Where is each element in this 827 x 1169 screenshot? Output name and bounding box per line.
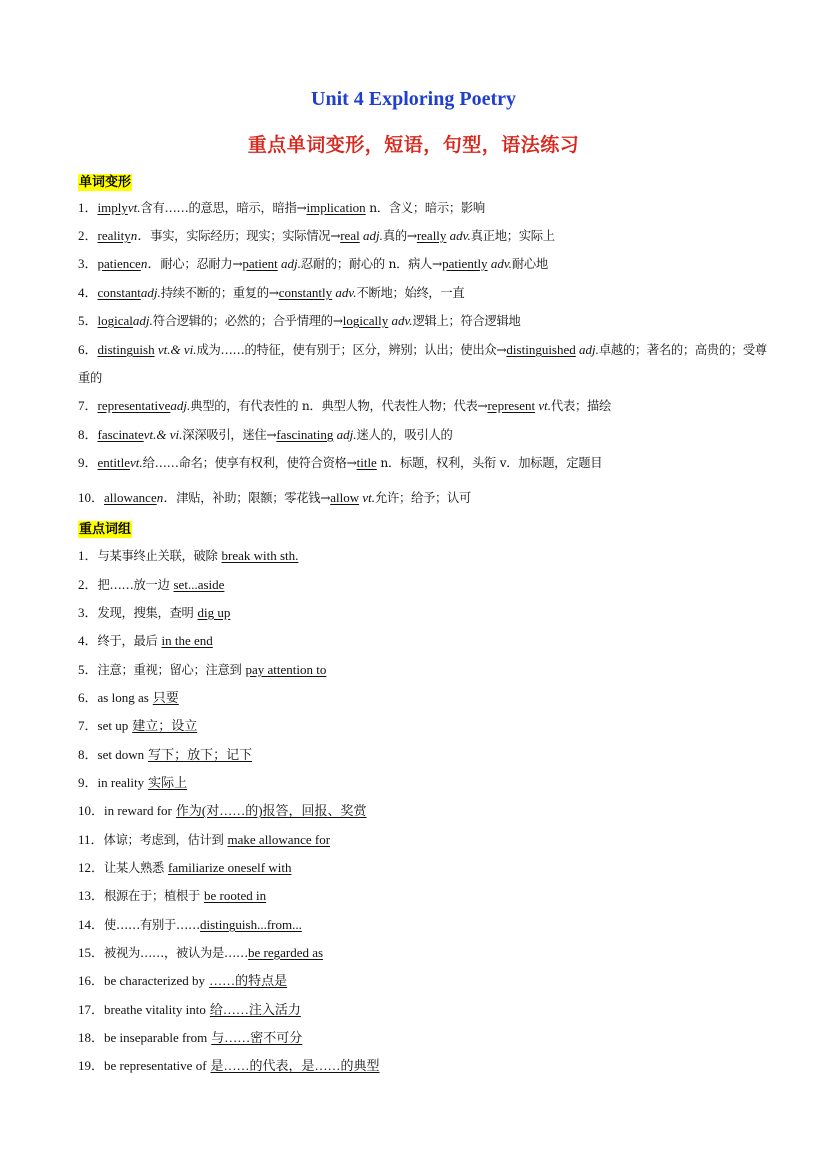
word-item: 4．constantadj.持续不断的；重复的→constantly adv.不断地；始终，一直 [78,285,465,300]
phrase-item: 18．be inseparable from 与……密不可分 [78,1030,303,1045]
phrase-item: 12．让某人熟悉 familiarize oneself with [78,860,292,875]
phrase-item: 1．与某事终止关联，破除 break with sth. [78,548,299,563]
phrase-item: 11．体谅；考虑到，估计到 make allowance for [78,832,331,847]
page-title: Unit 4 Exploring Poetry [311,88,516,110]
page-subtitle: 重点单词变形，短语，句型，语法练习 [247,134,580,156]
section-heading-word-forms: 单词变形 [79,175,132,190]
phrase-item: 10．in reward for 作为(对……的)报答，回报、奖赏 [78,803,367,818]
word-item: 1．implyvt.含有……的意思，暗示，暗指→implication n．含义；暗示；影响 [78,200,485,215]
word-item: 9．entitlevt.给……命名；使享有权利，使符合资格→title n．标题，权利，头衔 v．加标题，定题目 [78,455,603,470]
word-item: 7．representativeadj.典型的，有代表性的 n．典型人物，代表性人物；代表→represent vt.代表；描绘 [78,398,611,413]
word-item: 10．allowancen．津贴，补助；限额；零花钱→allow vt.允许；给予；认可 [78,490,471,505]
phrase-item: 14．使……有别于……distinguish...from... [78,917,302,932]
phrase-item: 4．终于，最后 in the end [78,633,213,648]
phrase-item: 17．breathe vitality into 给……注入活力 [78,1002,301,1017]
phrase-item: 5．注意；重视；留心；注意到 pay attention to [78,662,327,677]
phrase-item: 8．set down 写下；放下；记下 [78,747,253,762]
section-heading-phrases: 重点词组 [79,522,132,537]
phrase-item: 9．in reality 实际上 [78,775,188,790]
phrase-item: 13．根源在于；植根于 be rooted in [78,888,267,903]
word-item: 6．distinguish vt.& vi.成为……的特征，使有别于；区分，辨别；认出；使出众→distinguished adj.卓越的；著名的；高贵的；受尊重的 [78,342,767,385]
word-item: 8．fascinatevt.& vi.深深吸引，迷住→fascinating adj.迷人的，吸引人的 [78,427,453,442]
phrase-item: 3．发现，搜集，查明 dig up [78,605,231,620]
phrase-item: 2．把……放一边 set...aside [78,577,225,592]
phrase-item: 7．set up 建立；设立 [78,718,198,733]
phrase-item: 19．be representative of 是……的代表，是……的典型 [78,1058,380,1073]
phrase-item: 15．被视为……，被认为是……be regarded as [78,945,324,960]
phrase-item: 6．as long as 只要 [78,690,179,705]
phrase-item: 16．be characterized by ……的特点是 [78,973,288,988]
word-item: 3．patiencen．耐心；忍耐力→patient adj.忍耐的；耐心的 n．病人→patiently adv.耐心地 [78,256,548,271]
word-item: 2．realityn．事实，实际经历；现实；实际情况→real adj.真的→really adv.真正地；实际上 [78,228,555,243]
word-item: 5．logicaladj.符合逻辑的；必然的；合乎情理的→logically adv.逻辑上；符合逻辑地 [78,313,521,328]
